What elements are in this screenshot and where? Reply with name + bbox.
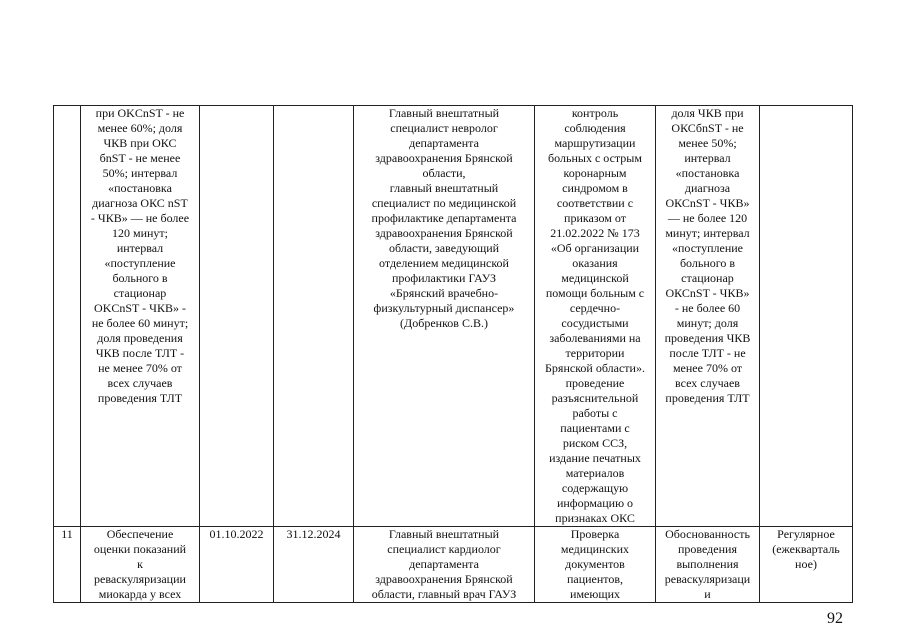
result-cell	[656, 527, 760, 603]
indicator-text: Обеспечение оценки показаний к реваскуляризации миокарда у всех	[93, 527, 187, 601]
measures-table	[53, 105, 853, 603]
end-date: 31.12.2024	[286, 527, 341, 541]
row-number: 11	[61, 527, 73, 541]
indicator-cell	[81, 106, 200, 527]
actions-text: Проверка медицинских документов пациентов, имеющих	[560, 527, 630, 601]
actions-cell	[535, 106, 656, 527]
result-text: Обоснованность проведения выполнения реваскуляризаци и	[664, 527, 751, 601]
start-date: 01.10.2022	[209, 527, 264, 541]
result-cell	[656, 106, 760, 527]
responsible-text: Главный внештатный специалист кардиолог департамента здравоохранения Брянской области, главный врач ГАУЗ	[371, 527, 517, 601]
table-row	[54, 527, 853, 603]
control-cell	[760, 106, 853, 527]
result-text: доля ЧКВ при ОКСбnST - не менее 50%; интервал «постановка диагноза ОКСnST - ЧКВ» — не более 120 минут; интервал «поступление больного в стационар ОКСnST - ЧКВ» - не более 60 минут; доля проведения ЧКВ после ТЛТ - не менее 70% от всех случаев проведения ТЛТ	[664, 106, 751, 405]
indicator-cell	[81, 527, 200, 603]
control-cell	[760, 527, 853, 603]
start-date-cell	[200, 106, 274, 527]
row-number-cell	[54, 527, 81, 603]
actions-cell	[535, 527, 656, 603]
actions-text: контроль соблюдения маршрутизации больных с острым коронарным синдромом в соответствии с приказом от 21.02.2022 № 173 «Об организации оказания медицинской помощи больным с сердечно- сосудистыми заболеваниями на территории Брянской области». проведение разъяснительной работы с пациентами с риском ССЗ, издание печатных материалов содержащую информацию о признаках ОКС	[545, 106, 645, 525]
end-date-cell	[274, 527, 354, 603]
responsible-cell	[354, 106, 535, 527]
row-number-cell	[54, 106, 81, 527]
table-row	[54, 106, 853, 527]
control-text: Регулярное (ежекварталь ное)	[772, 527, 840, 571]
page-number: 92	[827, 610, 843, 627]
start-date-cell	[200, 527, 274, 603]
responsible-text: Главный внештатный специалист невролог департамента здравоохранения Брянской области, главный внештатный специалист по медицинской профилактике департамента здравоохранения Брянской области, заведующий отделением медицинской профилактики ГАУЗ «Брянский врачебно- физкультурный диспансер» (Добренков С.В.)	[371, 106, 517, 330]
responsible-cell	[354, 527, 535, 603]
end-date-cell	[274, 106, 354, 527]
indicator-text: при OKCnST - не менее 60%; доля ЧКВ при ОКС бnST - не менее 50%; интервал «постановка диагноза ОКС nST - ЧКВ» — не более 120 минут; интервал «поступление больного в стационар OKCnST - ЧКВ» - не более 60 минут; доля проведения ЧКВ после ТЛТ - не менее 70% от всех случаев проведения ТЛТ	[90, 106, 190, 405]
